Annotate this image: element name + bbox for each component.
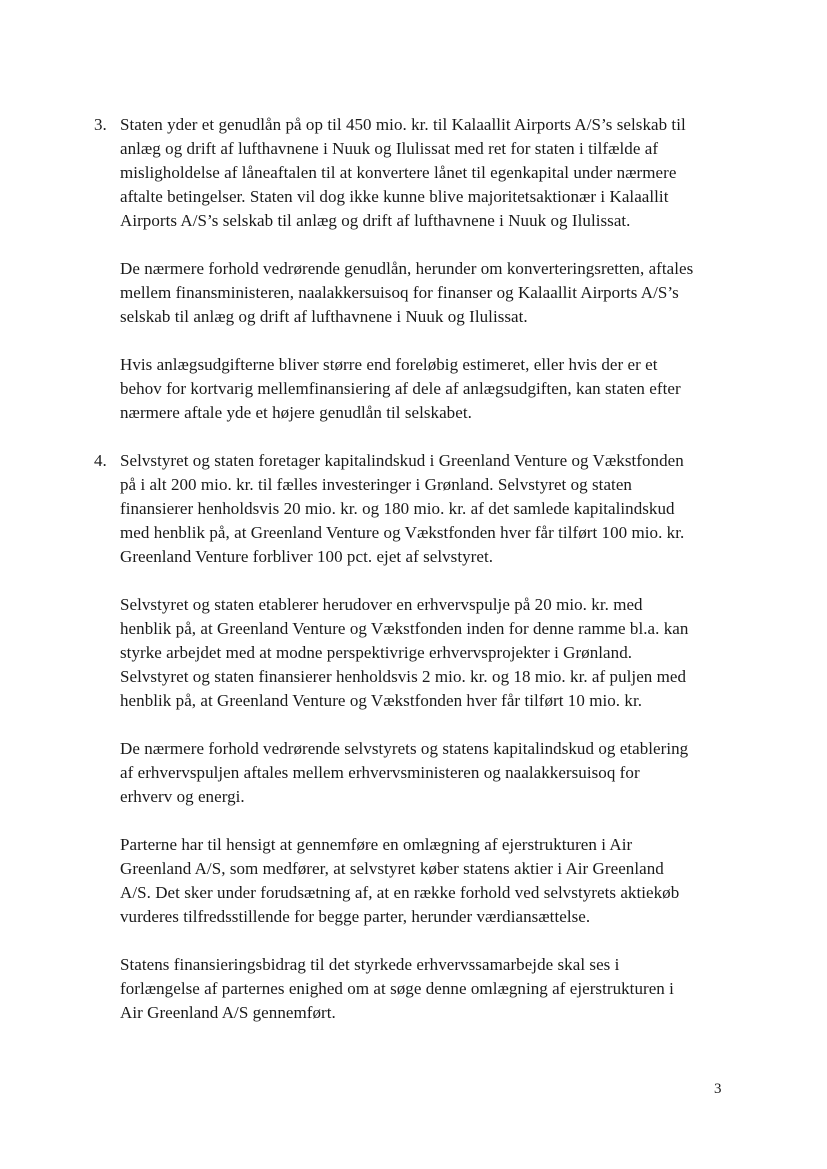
paragraph xyxy=(120,113,734,233)
paragraph xyxy=(120,353,734,425)
text-line: mellem finansministeren, naalakkersuisoq for finanser og Kalaallit Airports A/S’s xyxy=(120,283,679,302)
text-line: Hvis anlægsudgifterne bliver større end foreløbig estimeret, eller hvis der er et xyxy=(120,355,658,374)
text-line: behov for kortvarig mellemfinansiering af dele af anlægsudgiften, kan staten efter xyxy=(120,379,681,398)
text-line: med henblik på, at Greenland Venture og Vækstfonden hver får tilført 100 mio. kr. xyxy=(120,523,685,542)
text-line: A/S. Det sker under forudsætning af, at en række forhold ved selvstyrets aktiekøb xyxy=(120,883,680,902)
text-line: forlængelse af parternes enighed om at søge denne omlægning af ejerstrukturen i xyxy=(120,979,674,998)
text-line: Airports A/S’s selskab til anlæg og drift af lufthavnene i Nuuk og Ilulissat. xyxy=(120,211,631,230)
text-line: finansierer henholdsvis 20 mio. kr. og 180 mio. kr. af det samlede kapitalindskud xyxy=(120,499,675,518)
text-line: selskab til anlæg og drift af lufthavnene i Nuuk og Ilulissat. xyxy=(120,307,528,326)
paragraph xyxy=(120,449,734,569)
text-line: af erhvervspuljen aftales mellem erhvervsministeren og naalakkersuisoq for xyxy=(120,763,640,782)
paragraph xyxy=(120,953,734,1025)
text-line: styrke arbejdet med at modne perspektivrige erhvervsprojekter i Grønland. xyxy=(120,643,633,662)
text-line: aftalte betingelser. Staten vil dog ikke kunne blive majoritetsaktionær i Kalaallit xyxy=(120,187,669,206)
list-item-4 xyxy=(94,449,734,1025)
text-line: vurderes tilfredsstillende for begge parter, herunder værdiansættelse. xyxy=(120,907,591,926)
text-line: Statens finansieringsbidrag til det styrkede erhvervssamarbejde skal ses i xyxy=(120,955,620,974)
item-number: 3. xyxy=(94,115,107,134)
text-line: misligholdelse af låneaftalen til at konvertere lånet til egenkapital under nærmere xyxy=(120,163,677,182)
text-line: Air Greenland A/S gennemført. xyxy=(120,1003,336,1022)
paragraph xyxy=(120,737,734,809)
text-line: De nærmere forhold vedrørende genudlån, herunder om konverteringsretten, aftales xyxy=(120,259,694,278)
list-item-3 xyxy=(94,113,734,425)
paragraph xyxy=(120,593,734,713)
text-line: Selvstyret og staten foretager kapitalindskud i Greenland Venture og Vækstfonden xyxy=(120,451,684,470)
item-number: 4. xyxy=(94,451,107,470)
text-line: anlæg og drift af lufthavnene i Nuuk og Ilulissat med ret for staten i tilfælde af xyxy=(120,139,659,158)
text-line: henblik på, at Greenland Venture og Vækstfonden inden for denne ramme bl.a. kan xyxy=(120,619,689,638)
text-line: Selvstyret og staten finansierer henholdsvis 2 mio. kr. og 18 mio. kr. af puljen med xyxy=(120,667,687,686)
text-line: Greenland Venture forbliver 100 pct. ejet af selvstyret. xyxy=(120,547,494,566)
text-line: nærmere aftale yde et højere genudlån til selskabet. xyxy=(120,403,472,422)
text-line: erhverv og energi. xyxy=(120,787,245,806)
text-line: Greenland A/S, som medfører, at selvstyret køber statens aktier i Air Greenland xyxy=(120,859,664,878)
text-line: på i alt 200 mio. kr. til fælles investeringer i Grønland. Selvstyret og staten xyxy=(120,475,632,494)
paragraph xyxy=(120,257,734,329)
text-line: Selvstyret og staten etablerer herudover en erhvervspulje på 20 mio. kr. med xyxy=(120,595,643,614)
page-number: 3 xyxy=(714,1081,722,1097)
paragraph xyxy=(120,833,734,929)
text-line: henblik på, at Greenland Venture og Vækstfonden hver får tilført 10 mio. kr. xyxy=(120,691,643,710)
text-line: De nærmere forhold vedrørende selvstyrets og statens kapitalindskud og etablering xyxy=(120,739,689,758)
text-line: Parterne har til hensigt at gennemføre en omlægning af ejerstrukturen i Air xyxy=(120,835,633,854)
text-line: Staten yder et genudlån på op til 450 mio. kr. til Kalaallit Airports A/S’s selskab til xyxy=(120,115,686,134)
